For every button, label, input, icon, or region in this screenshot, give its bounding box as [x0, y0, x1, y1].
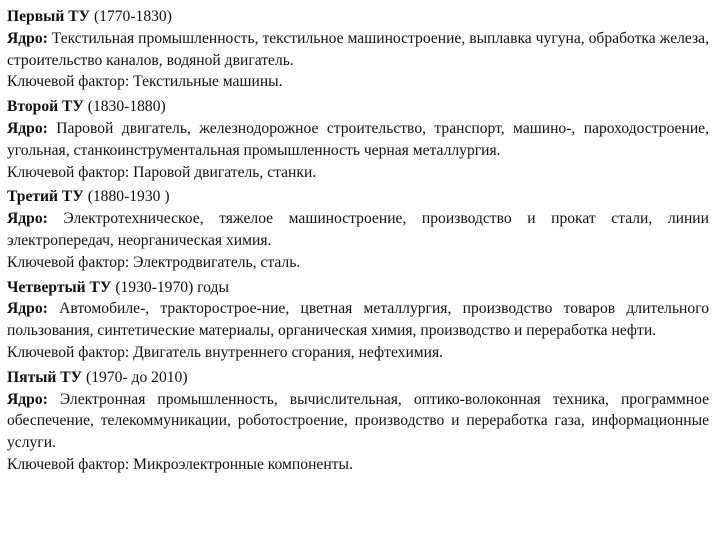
key-factor-text: : Микроэлектронные компоненты. [124, 455, 353, 473]
section-2 [7, 96, 709, 183]
section-title: Первый ТУ [7, 8, 91, 25]
key-factor-text: : Паровой двигатель, станки. [124, 163, 317, 181]
section-title: Пятый ТУ [7, 368, 83, 386]
section-4 [7, 277, 709, 364]
section-heading [7, 277, 709, 299]
core-text: Текстильная промышленность, текстильное машиностроение, выплавка чугуна, обработка железа, строительство каналов, водяной двигатель. [7, 29, 709, 69]
section-3 [7, 186, 709, 273]
core-paragraph [7, 298, 709, 342]
key-factor-label: Ключевой фактор [7, 343, 125, 361]
core-label: Ядро: [7, 119, 48, 137]
section-title: Третий ТУ [7, 188, 84, 206]
core-text: Электротехническое, тяжелое машиностроение, производство и прокат стали, линии электропередач, неорганическая химия. [7, 210, 709, 249]
core-label: Ядро: [7, 29, 48, 47]
core-paragraph [7, 28, 709, 72]
section-period: (1880-1930 ) [87, 188, 170, 206]
section-heading [7, 6, 709, 28]
section-title: Второй ТУ [7, 98, 84, 116]
key-factor-label: Ключевой фактор [7, 163, 125, 181]
section-period: (1770-1830) [93, 8, 172, 25]
section-period: (1930-1970) годы [115, 278, 229, 296]
core-label: Ядро: [7, 390, 48, 408]
key-factor-label: Ключевой фактор [7, 253, 125, 271]
core-text: Электронная промышленность, вычислительная, оптико-волоконная техника, программное обеспечение, телекоммуникации, роботостроение, производство и переработка газа, информационные услуги. [7, 390, 709, 452]
key-factor-paragraph [7, 342, 709, 364]
key-factor-text: : Электродвигатель, сталь. [124, 253, 301, 271]
section-period: (1970- до 2010) [86, 368, 188, 386]
section-heading [7, 186, 709, 208]
core-paragraph [7, 208, 709, 252]
key-factor-text: : Текстильные машины. [124, 73, 283, 91]
core-text: Паровой двигатель, железнодорожное строительство, транспорт, машино-, пароходостроение, угольная, станкоинструментальная промышленность черная металлургия. [7, 119, 709, 159]
key-factor-label: Ключевой фактор [7, 73, 125, 91]
section-heading [7, 367, 709, 389]
core-paragraph [7, 389, 709, 454]
core-paragraph [7, 118, 709, 162]
key-factor-paragraph [7, 162, 709, 184]
section-1 [7, 6, 709, 93]
document-page [7, 6, 709, 476]
section-period: (1830-1880) [87, 98, 166, 116]
key-factor-text: : Двигатель внутреннего сгорания, нефтехимия. [124, 343, 444, 361]
section-heading [7, 96, 709, 118]
core-text: Автомобиле-, тракторострое-ние, цветная металлургия, производство товаров длительного пользования, синтетические материалы, органическая химия, производство и переработка нефти. [7, 300, 709, 340]
key-factor-paragraph [7, 71, 709, 93]
core-label: Ядро: [7, 300, 48, 318]
key-factor-paragraph [7, 454, 709, 476]
section-title: Четвертый ТУ [7, 278, 112, 296]
core-label: Ядро: [7, 210, 48, 228]
key-factor-label: Ключевой фактор [7, 455, 125, 473]
key-factor-paragraph [7, 252, 709, 274]
section-5 [7, 367, 709, 476]
